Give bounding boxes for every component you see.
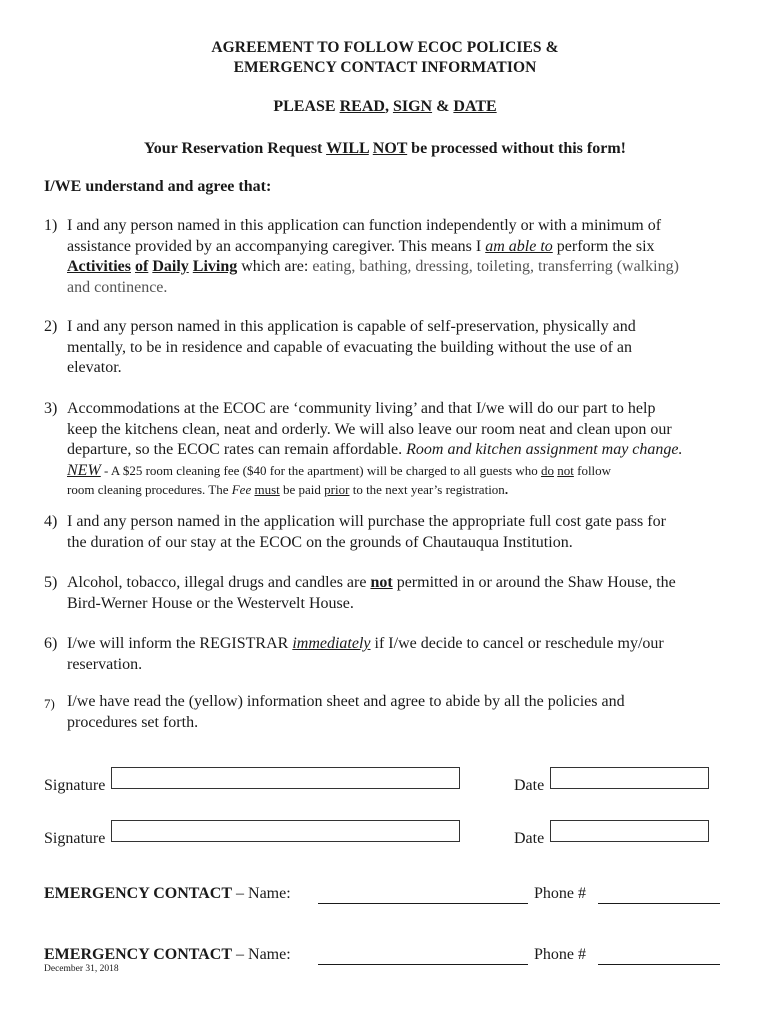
intro-statement: I/WE understand and agree that: (44, 178, 272, 195)
date-field-1[interactable] (550, 767, 709, 789)
title-line-1: AGREEMENT TO FOLLOW ECOC POLICIES & (211, 39, 559, 56)
emergency-name-field-1[interactable] (318, 903, 528, 904)
date-label-1: Date (514, 777, 545, 794)
emergency-phone-field-2[interactable] (598, 964, 720, 965)
policy-item-3: 3) Accommodations at the ECOC are ‘community living’ and that I/we will do our part to help keep the kitchens clean, neat and orderly. We will also leave our room neat and clean upon our departure, so the ECOC rates can remain affordable. Room and kitchen assignment may change. NEW - A $25 room cleaning fee ($40 for the apartment) will be charged to all guests who do not follow room cleaning procedures. The Fee must be paid prior to the next year’s registration. (44, 400, 683, 497)
signature-label-2: Signature (44, 830, 106, 847)
signature-field-2[interactable] (111, 820, 460, 842)
emergency-phone-field-1[interactable] (598, 903, 720, 904)
date-field-2[interactable] (550, 820, 709, 842)
policy-item-4: 4) I and any person named in the application will purchase the appropriate full cost gate pass for the duration of our stay at the ECOC on the grounds of Chautauqua Institution. (44, 513, 666, 551)
emergency-name-field-2[interactable] (318, 964, 528, 965)
processing-warning: Your Reservation Request WILL NOT be processed without this form! (144, 140, 626, 157)
footer-date: December 31, 2018 (44, 964, 119, 974)
policy-item-7: 7) I/we have read the (yellow) information sheet and agree to abide by all the policies and procedures set forth. (44, 693, 625, 731)
policy-item-1: 1) I and any person named in this application can function independently or with a minimum of assistance provided by an accompanying caregiver. This means I am able to perform the six Activities of Daily Living which are: eating, bathing, dressing, toileting, transferring (walking) and continence. (44, 217, 679, 296)
phone-label-2: Phone # (534, 946, 586, 963)
please-read-sign-date: PLEASE READ, SIGN & DATE (273, 98, 497, 115)
policy-item-6: 6) I/we will inform the REGISTRAR immediately if I/we decide to cancel or reschedule my/our reservation. (44, 635, 664, 673)
date-label-2: Date (514, 830, 545, 847)
policy-item-5: 5) Alcohol, tobacco, illegal drugs and candles are not permitted in or around the Shaw House, the Bird-Werner House or the Westervelt House. (44, 574, 676, 612)
signature-label-1: Signature (44, 777, 106, 794)
emergency-contact-label-2: EMERGENCY CONTACT – Name: (44, 946, 291, 963)
title-line-2: EMERGENCY CONTACT INFORMATION (233, 59, 537, 76)
phone-label-1: Phone # (534, 885, 586, 902)
policy-item-2: 2) I and any person named in this application is capable of self-preservation, physically and mentally, to be in residence and capable of evacuating the building without the use of an elevator. (44, 318, 636, 376)
signature-field-1[interactable] (111, 767, 460, 789)
emergency-contact-label-1: EMERGENCY CONTACT – Name: (44, 885, 291, 902)
